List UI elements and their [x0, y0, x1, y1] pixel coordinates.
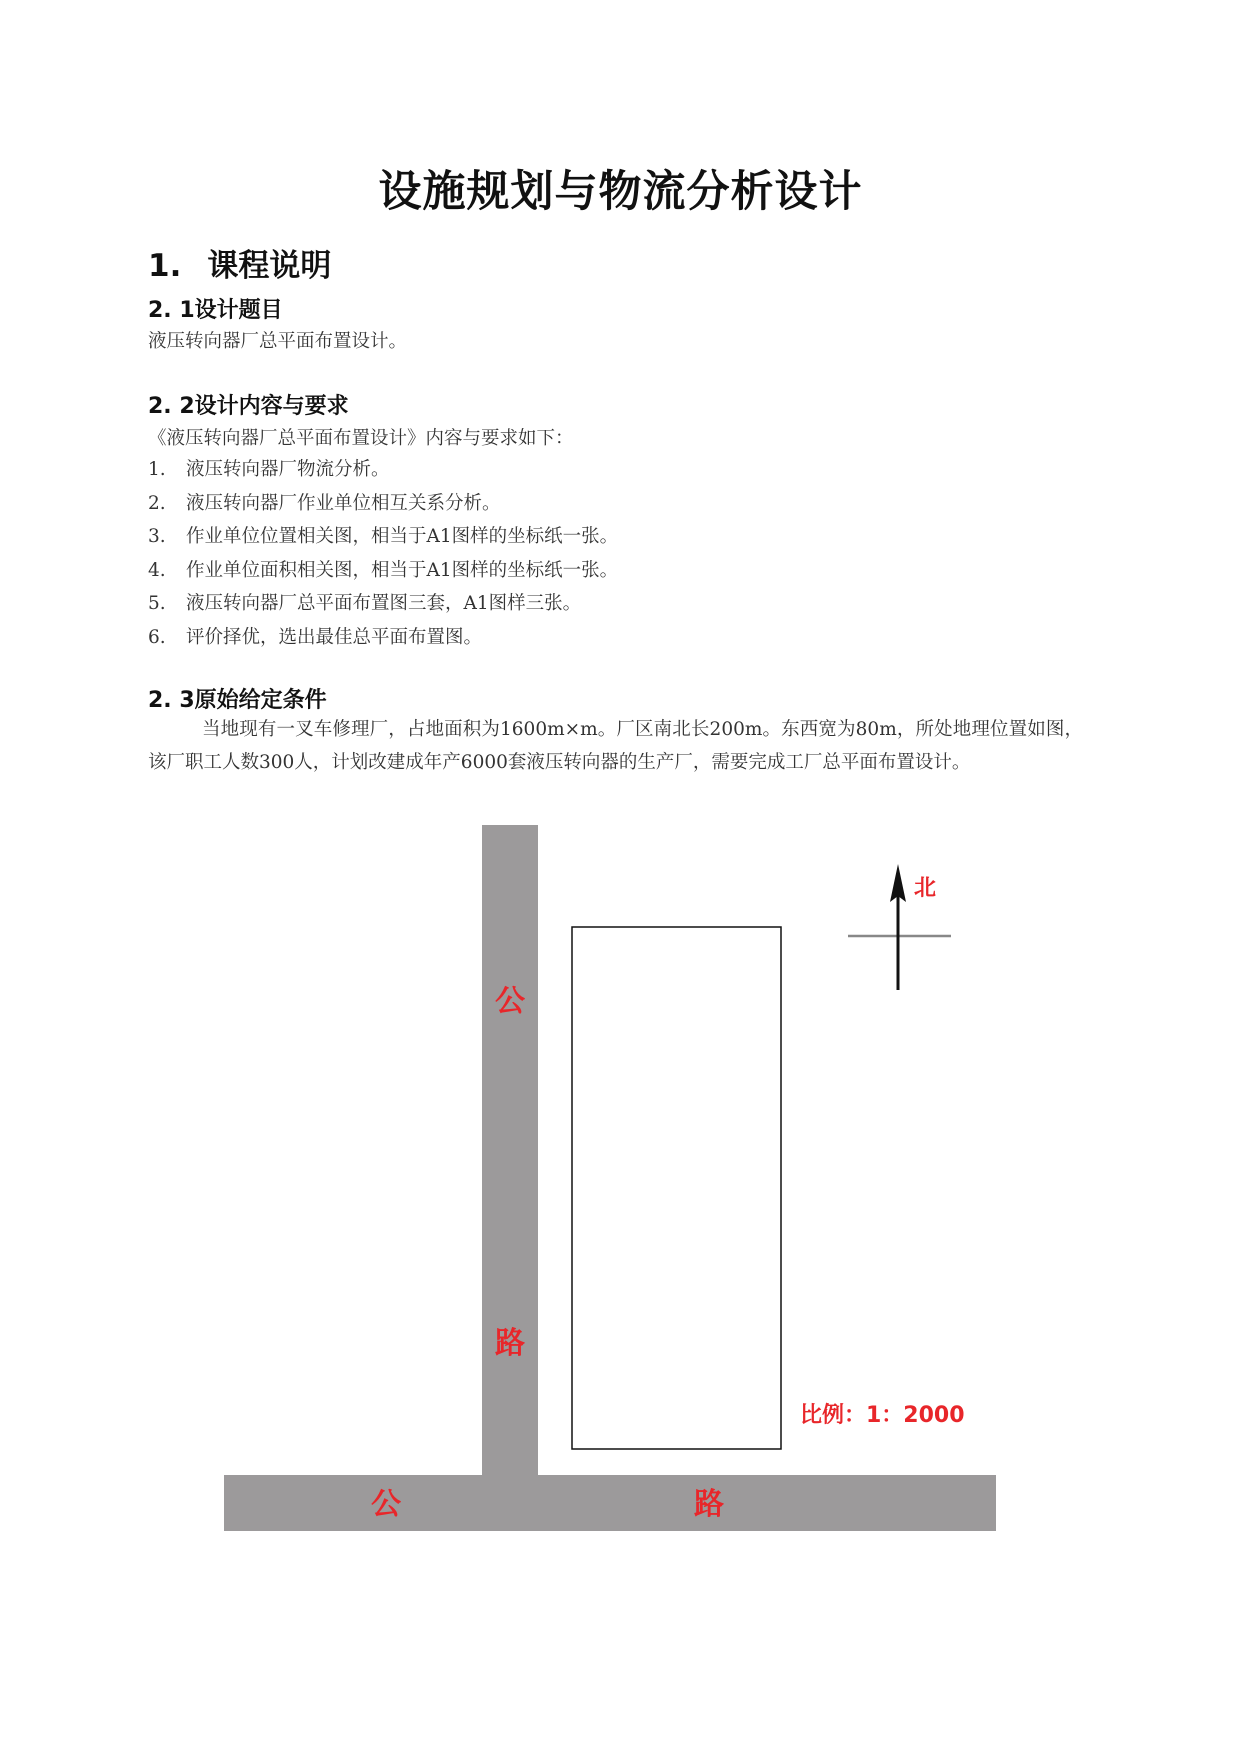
section-2-2-heading: 2. 2设计内容与要求: [148, 394, 349, 419]
vertical-road: [482, 825, 538, 1478]
scale-label: 比例：1：2000: [800, 1403, 965, 1428]
vertical-road-label-2: 路: [495, 1326, 525, 1361]
list-item-number: 4.: [148, 559, 166, 581]
horizontal-road: [224, 1475, 996, 1531]
section-2-3-heading: 2. 3原始给定条件: [148, 688, 327, 713]
section-1-number: 1.: [148, 248, 182, 284]
list-item-text: 液压转向器厂总平面布置图三套，A1图样三张。: [186, 593, 582, 614]
list-item-number: 1.: [148, 459, 166, 480]
list-item-number: 3.: [148, 526, 166, 547]
factory-site-boundary: [572, 927, 781, 1449]
list-item-text: 作业单位位置相关图，相当于A1图样的坐标纸一张。: [186, 526, 619, 547]
list-item-text: 液压转向器厂物流分析。: [186, 459, 390, 480]
list-item-number: 6.: [148, 626, 166, 648]
section-2-2-intro: 《液压转向器厂总平面布置设计》内容与要求如下：: [148, 428, 574, 449]
section-2-1-text: 液压转向器厂总平面布置设计。: [148, 331, 408, 352]
vertical-road-label-1: 公: [495, 984, 525, 1019]
list-item-text: 作业单位面积相关图，相当于A1图样的坐标纸一张。: [186, 559, 619, 581]
list-item-number: 5.: [148, 593, 166, 614]
list-item-text: 液压转向器厂作业单位相互关系分析。: [186, 492, 501, 514]
section-2-1-heading: 2. 1设计题目: [148, 298, 283, 323]
document-title: 设施规划与物流分析设计: [378, 167, 863, 217]
section-1-label: 课程说明: [207, 248, 332, 284]
horizontal-road-label-1: 公: [371, 1487, 401, 1522]
section-2-3-text: 当地现有一叉车修理厂，占地面积为1600m×m。厂区南北长200m。东西宽为80m，所处地理位置如图，该厂职工人数300人，计划改建成年产6000套液压转向器的生产厂，需要完成工厂总平面布置设计。: [148, 719, 1083, 773]
list-item-text: 评价择优，选出最佳总平面布置图。: [186, 626, 483, 648]
horizontal-road-label-2: 路: [694, 1487, 724, 1522]
north-label: 北: [914, 876, 937, 901]
list-item-number: 2.: [148, 492, 166, 514]
